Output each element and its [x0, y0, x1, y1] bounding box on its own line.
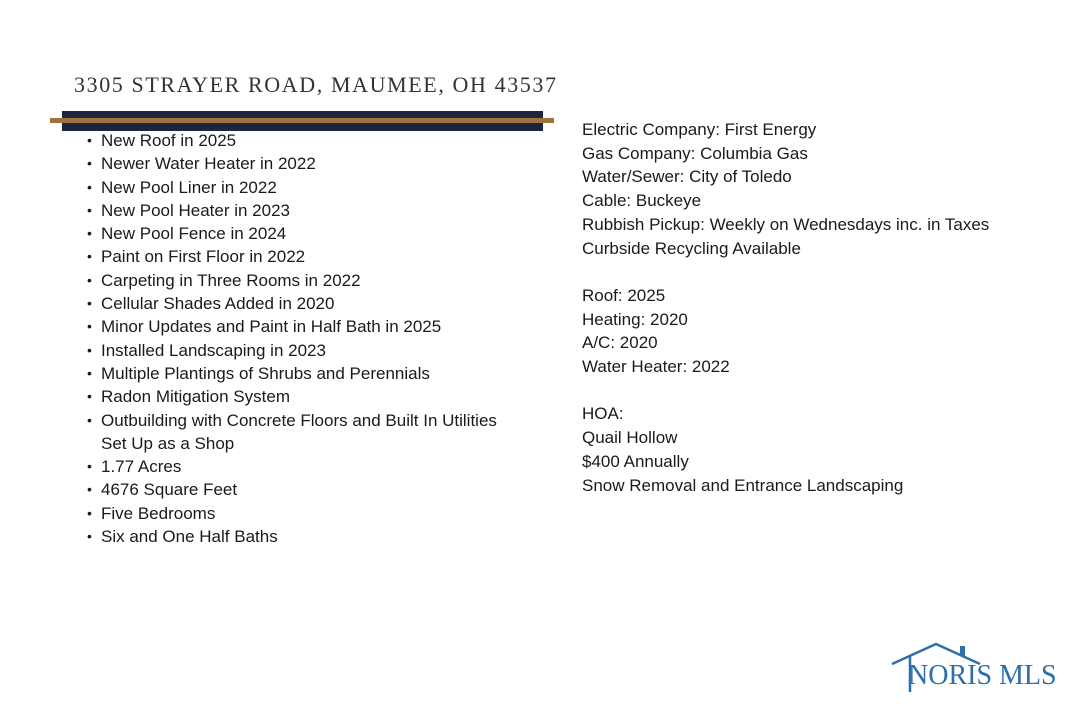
roof-year: Roof: 2025 — [582, 285, 666, 305]
list-item: • Newer Water Heater in 2022 — [101, 152, 521, 175]
spacer — [582, 379, 1002, 403]
property-address-title: 3305 STRAYER ROAD, MAUMEE, OH 43537 — [74, 72, 558, 97]
curbside-recycling: Curbside Recycling Available — [582, 238, 801, 258]
gold-accent-line — [50, 118, 554, 123]
ac-year: A/C: 2020 — [582, 333, 658, 353]
list-item: • New Roof in 2025 — [101, 129, 521, 152]
list-item: • New Pool Heater in 2023 — [101, 199, 521, 222]
hoa-name: Quail Hollow — [582, 428, 678, 448]
water-heater-year: Water Heater: 2022 — [582, 357, 730, 377]
noris-mls-logo — [890, 642, 1066, 696]
list-item: • Five Bedrooms — [101, 502, 521, 525]
list-item: • New Pool Fence in 2024 — [101, 222, 521, 245]
list-item: • Installed Landscaping in 2023 — [101, 339, 521, 362]
hoa-label: HOA: — [582, 404, 624, 424]
features-list — [101, 129, 521, 548]
list-item: • Minor Updates and Paint in Half Bath in 2025 — [101, 315, 521, 338]
rubbish-pickup: Rubbish Pickup: Weekly on Wednesdays inc. in Taxes — [582, 214, 990, 234]
spacer — [582, 260, 1002, 284]
list-item: • Radon Mitigation System — [101, 385, 521, 408]
list-item: • Multiple Plantings of Shrubs and Perennials — [101, 362, 521, 385]
cable-provider: Cable: Buckeye — [582, 191, 702, 211]
list-item: • Carpeting in Three Rooms in 2022 — [101, 269, 521, 292]
list-item: • Cellular Shades Added in 2020 — [101, 292, 521, 315]
water-sewer: Water/Sewer: City of Toledo — [582, 167, 792, 187]
logo-text: NORIS MLS — [908, 660, 1057, 691]
list-item: • 1.77 Acres — [101, 455, 521, 478]
heating-year: Heating: 2020 — [582, 309, 688, 329]
list-item: • Six and One Half Baths — [101, 525, 521, 548]
hoa-fee: $400 Annually — [582, 451, 689, 471]
gas-company: Gas Company: Columbia Gas — [582, 143, 808, 163]
list-item: • Paint on First Floor in 2022 — [101, 245, 521, 268]
list-item: • 4676 Square Feet — [101, 478, 521, 501]
electric-company: Electric Company: First Energy — [582, 120, 817, 139]
hoa-services: Snow Removal and Entrance Landscaping — [582, 475, 904, 495]
list-item: • New Pool Liner in 2022 — [101, 176, 521, 199]
list-item: • Outbuilding with Concrete Floors and Built In Utilities Set Up as a Shop — [101, 409, 521, 456]
utilities-section — [582, 118, 1002, 497]
